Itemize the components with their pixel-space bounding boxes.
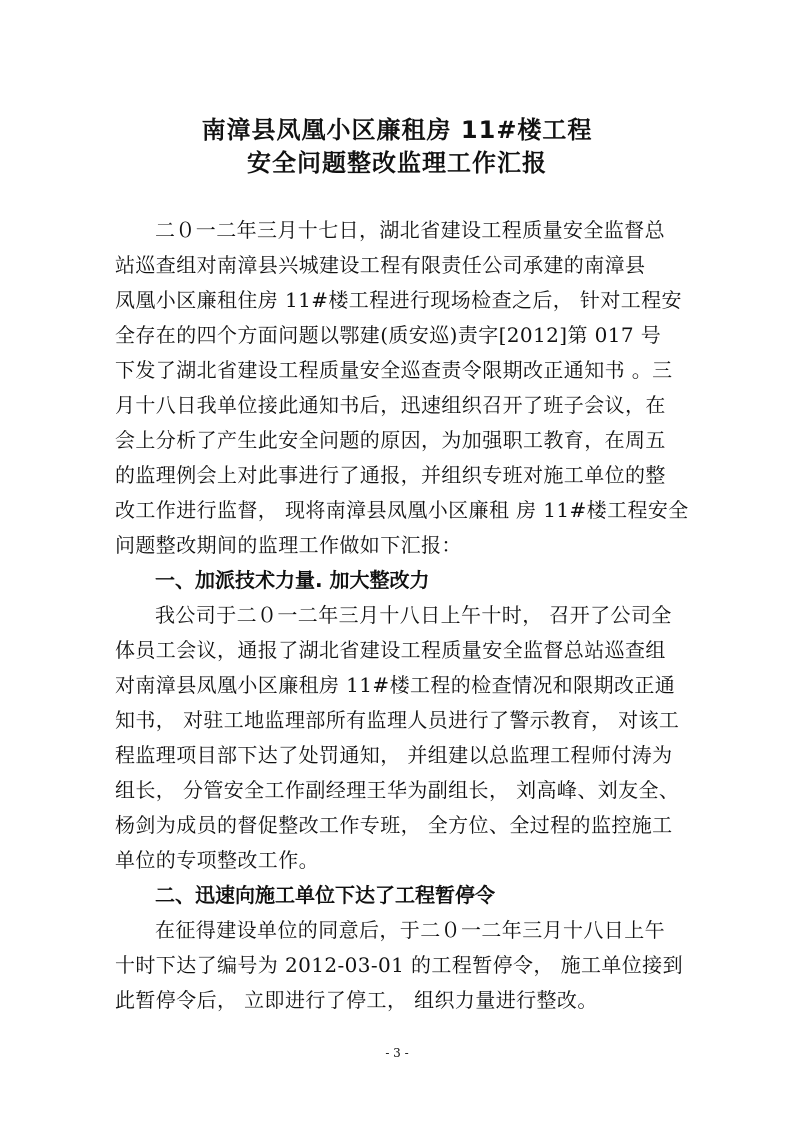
intro-line: 站巡查组对南漳县兴城建设工程有限责任公司承建的南漳县 (115, 253, 646, 277)
intro-line: 改工作进行监督， 现将南漳县凤凰小区廉租 房 11#楼工程安全 (115, 498, 689, 522)
intro-line: 的监理例会上对此事进行了通报，并组织专班对施工单位的整 (115, 463, 666, 487)
section-1-line: 组长， 分管安全工作副经理王华为副组长， 刘高峰、刘友全、 (115, 778, 680, 802)
document-title-line-1: 南漳县凤凰小区廉租房 11#楼工程 (201, 116, 593, 144)
intro-line: 会上分析了产生此安全问题的原因，为加强职工教育，在周五 (115, 428, 666, 452)
document-title-line-2: 安全问题整改监理工作汇报 (247, 149, 547, 177)
intro-line: 下发了湖北省建设工程质量安全巡查责令限期改正通知书 。三 (115, 358, 673, 382)
section-2-line: 此暂停令后， 立即进行了停工， 组织力量进行整改。 (115, 988, 598, 1012)
section-1-line: 我公司于二０一二年三月十八日上午十时， 召开了公司全 (155, 603, 672, 627)
intro-line: 月十八日我单位接此通知书后，迅速组织召开了班子会议，在 (115, 393, 666, 417)
intro-line: 问题整改期间的监理工作做如下汇报： (115, 533, 462, 557)
section-1-line: 知书， 对驻工地监理部所有监理人员进行了警示教育， 对该工 (115, 708, 680, 732)
section-1-line: 杨剑为成员的督促整改工作专班， 全方位、全过程的监控施工 (115, 813, 673, 837)
section-1-heading: 一、加派技术力量. 加大整改力 (155, 568, 430, 592)
page-number: - 3 - (385, 1046, 409, 1060)
section-1-line: 对南漳县凤凰小区廉租房 11#楼工程的检查情况和限期改正通 (115, 673, 676, 697)
section-2-line: 在征得建设单位的同意后，于二０一二年三月十八日上午 (155, 918, 665, 942)
section-1-line: 体员工会议，通报了湖北省建设工程质量安全监督总站巡查组 (115, 638, 666, 662)
intro-line: 凤凰小区廉租住房 11#楼工程进行现场检查之后， 针对工程安 (115, 288, 682, 312)
section-2-heading: 二、迅速向施工单位下达了工程暂停令 (155, 883, 495, 907)
section-1-line: 程监理项目部下达了处罚通知， 并组建以总监理工程师付涛为 (115, 743, 673, 767)
section-2-line: 十时下达了编号为 2012-03-01 的工程暂停令， 施工单位接到 (115, 953, 683, 977)
intro-line: 全存在的四个方面问题以鄂建(质安巡)责字[2012]第 017 号 (115, 323, 662, 347)
section-1-line: 单位的专项整改工作。 (115, 848, 319, 872)
intro-line: 二０一二年三月十七日，湖北省建设工程质量安全监督总 (155, 218, 665, 242)
